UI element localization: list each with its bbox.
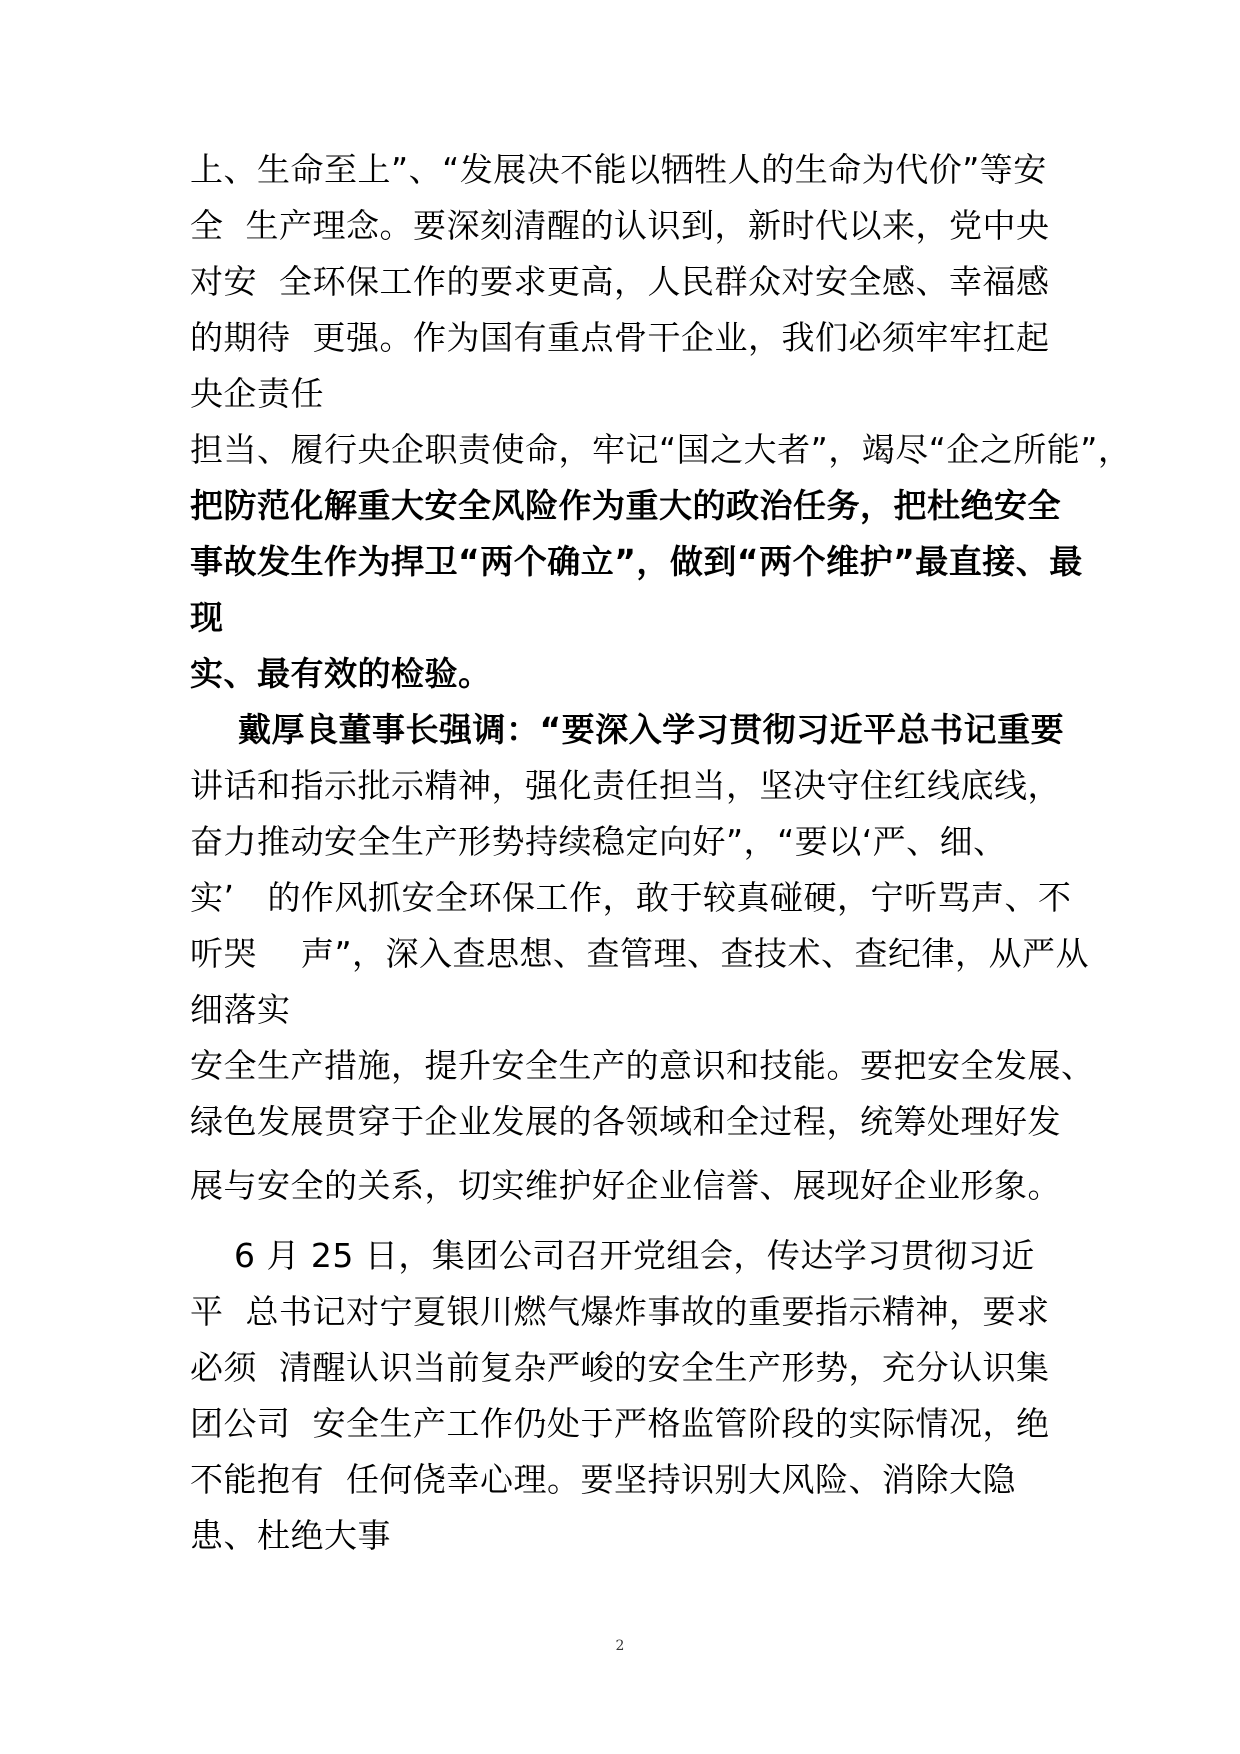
bold-line-4: 实、最有效的检验。 — [190, 654, 492, 693]
text-line-6: 担当、履行央企职责使命，牢记“国之大者”，竭尽“企之所能”， — [190, 430, 1132, 469]
text-line-21: 平 总书记对宁夏银川燃气爆炸事故的重要指示精神，要求 — [190, 1292, 1050, 1331]
text-line-19: 展与安全的关系，切实维护好企业信誉、展现好企业形象。 — [190, 1166, 1061, 1205]
text-line-20: 6 月 25 日，集团公司召开党组会，传达学习贯彻习近 — [190, 1236, 1035, 1275]
text-line-3: 对安 全环保工作的要求更高，人民群众对安全感、幸福感 — [190, 262, 1050, 301]
text-line-13: 奋力推动安全生产形势持续稳定向好”，“要以‘严、细、 — [190, 822, 1007, 861]
text-line-25: 患、杜绝大事 — [190, 1516, 391, 1555]
text-line-15: 听哭 声”，深入查思想、查管理、查技术、查纪律，从严从 — [190, 934, 1090, 973]
text-line-12: 讲话和指示批示精神，强化责任担当，坚决守住红线底线， — [190, 766, 1061, 805]
text-line-4: 的期待 更强。作为国有重点骨干企业，我们必须牢牢扛起 — [190, 318, 1050, 357]
text-line-22: 必须 清醒认识当前复杂严峻的安全生产形势，充分认识集 — [190, 1348, 1050, 1387]
bold-line-1: 把防范化解重大安全风险作为重大的政治任务，把杜绝安全 — [190, 486, 1061, 525]
text-line-1: 上、生命至上”、“发展决不能以牺牲人的生命为代价”等安 — [190, 150, 1047, 189]
bold-line-2: 事故发生作为捍卫“两个确立”，做到“两个维护”最直接、最 — [190, 542, 1083, 581]
chairman-quote-heading: 戴厚良董事长强调：“要深入学习贯彻习近平总书记重要 — [190, 710, 1065, 749]
text-line-14: 实’ 的作风抓安全环保工作，敢于较真碰硬，宁听骂声、不 — [190, 878, 1072, 917]
text-line-24: 不能抱有 任何侥幸心理。要坚持识别大风险、消除大隐 — [190, 1460, 1016, 1499]
text-line-5: 央企责任 — [190, 374, 324, 413]
bold-line-3: 现 — [190, 598, 224, 637]
text-line-2: 全 生产理念。要深刻清醒的认识到，新时代以来，党中央 — [190, 206, 1050, 245]
text-line-23: 团公司 安全生产工作仍处于严格监管阶段的实际情况，绝 — [190, 1404, 1050, 1443]
text-line-17: 安全生产措施，提升安全生产的意识和技能。要把安全发展、 — [190, 1046, 1095, 1085]
page-number: 2 — [615, 1638, 625, 1654]
text-line-16: 细落实 — [190, 990, 291, 1029]
text-line-18: 绿色发展贯穿于企业发展的各领域和全过程，统筹处理好发 — [190, 1102, 1061, 1141]
